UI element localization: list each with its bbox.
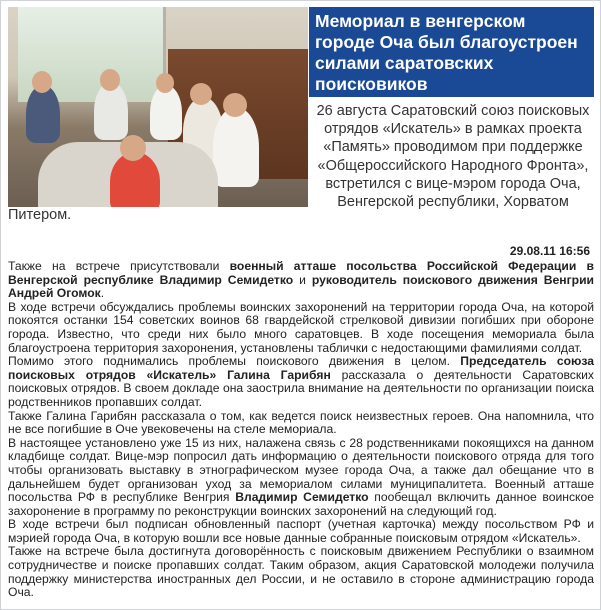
article-title-box (309, 7, 594, 97)
article-photo (8, 7, 308, 207)
photo-head (32, 71, 52, 93)
bold-text: руководитель поискового движения Венгрии Андрей Огомок (8, 272, 594, 301)
article-paragraph (8, 518, 594, 545)
article-paragraph (8, 355, 594, 409)
photo-head (120, 135, 146, 161)
photo-head (156, 73, 174, 93)
article-lead: 26 августа Саратовский союз поисковых отрядов «Искатель» в рамках проекта «Память» проводимом при поддержке «Общероссийского Народного Фронта», встретился с вице-мэром города Оча, Венгерской республики, Хорватом (316, 103, 590, 211)
paragraph-text: и (293, 272, 312, 287)
paragraph-text: . (100, 286, 105, 301)
paragraph-text: Также на встрече была достигнута договорённость с поисковым движением Республики о взаимном сотрудничестве и поиске пропавших солдат. Таким образом, акция Саратовской молодежи получила поддержку министерства иностранных дел России, и не оставило в стороне администрацию города Оча. (8, 544, 594, 600)
paragraph-text: Помимо этого поднимались проблемы поискового движения в целом. (8, 354, 461, 369)
paragraph-text: В ходе встречи был подписан обновленный паспорт (учетная карточка) между посольством РФ и мэрией города Оча, в которую вошли все новые данные собранные поисковым отрядом «Искатель». (8, 517, 594, 545)
photo-person (26, 85, 60, 143)
article-date: 29.08.11 16:56 (509, 244, 590, 258)
bold-text: Владимир Семидетко (235, 490, 369, 505)
article-title: Мемориал в венгерском городе Оча был благоустроен силами саратовских поисковиков (315, 11, 578, 94)
paragraph-text: В ходе встречи обсуждались проблемы воинских захоронений на территории города Оча, на которой покоятся останки 154 советских воинов 68 гвардейской стрелковой дивизии погибших при обороне города. Известно, что среди них было много саратовцев. В ходе посещения мемориала была благоустроена территория захоронения, установлены таблички с недостающими фамилиями солдат. (8, 299, 594, 355)
bold-text: военный атташе посольства Российской Федерации в Венгерской республике Владимир Семидетко (8, 259, 594, 287)
paragraph-text: Также на встрече присутствовали (8, 259, 230, 273)
photo-head (190, 83, 212, 105)
paragraph-text: В настоящее установлено уже 15 из них, налажена связь с 28 родственниками покоящихся на данном кладбище солдат. Вице-мэр попросил дать информацию о деятельности поискового отряда для того чтобы организовать выставку в этнографическом музее города Оча, а также дал обещание что в дальнейшем будет организован уход за мемориалом силами муниципалитета. Военный атташе посольства РФ в республике Венгрия (8, 435, 594, 505)
article-paragraph (8, 545, 594, 599)
bold-text: Председатель союза поисковых отрядов «Искатель» Галина Гарибян (8, 354, 595, 382)
photo-head (223, 93, 247, 117)
article-paragraph (8, 301, 594, 355)
photo-head (100, 69, 120, 91)
article-paragraph (8, 260, 594, 301)
photo-person (150, 85, 182, 140)
paragraph-text: рассказала о деятельности Саратовских поисковых отрядов. В своем докладе она заострила внимание на деятельности по организации поиска родственников пропавших солдат. (8, 367, 594, 409)
article-paragraph (8, 410, 594, 437)
article-body (8, 260, 594, 600)
photo-person (213, 107, 259, 187)
article-lead-tail: Питером. (8, 207, 72, 223)
article-paragraph (8, 437, 594, 519)
paragraph-text: пообещал включить данное воинское захоронение в программу по реконструкции воинских захоронений на следующий год. (8, 490, 595, 518)
paragraph-text: Также Галина Гарибян рассказала о том, как ведется поиск неизвестных героев. Она напомнила, что не все погибшие в Оче увековечены на стеле мемориала. (8, 408, 594, 437)
